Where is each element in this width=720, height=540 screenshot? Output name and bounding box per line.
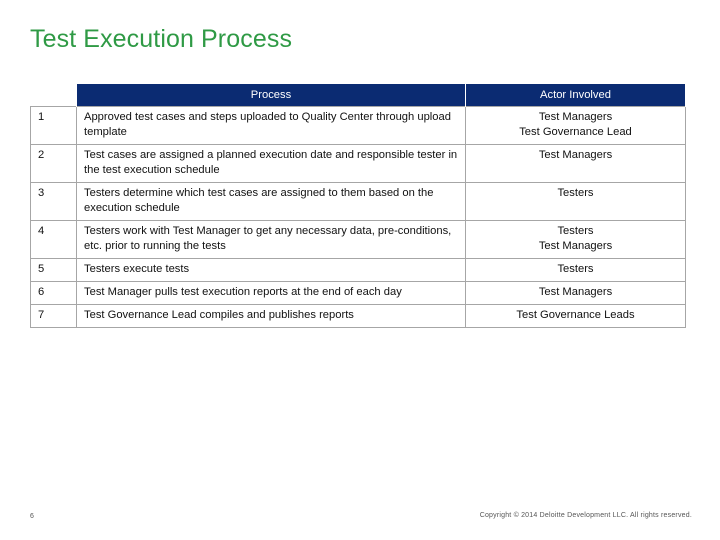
actor-involved-cell: [466, 259, 686, 282]
process-description: Test Manager pulls test execution reports at the end of each day: [77, 282, 466, 305]
step-number: 4: [31, 221, 77, 259]
table-row: [31, 107, 686, 145]
actor-name: Test Governance Lead: [519, 126, 632, 138]
actor-name: Testers: [557, 187, 594, 199]
header-blank-cell: [31, 84, 77, 107]
actor-name: Testers: [557, 225, 594, 237]
actor-involved-cell: [466, 221, 686, 259]
step-number: 3: [31, 183, 77, 221]
table-row: [31, 183, 686, 221]
actor-name: Test Governance Leads: [516, 309, 635, 321]
header-actor-involved: Actor Involved: [466, 84, 686, 107]
step-number: 7: [31, 305, 77, 328]
process-description: Testers execute tests: [77, 259, 466, 282]
process-description: Test cases are assigned a planned execution date and responsible tester in the test execution schedule: [77, 145, 466, 183]
actor-name: Testers: [557, 263, 594, 275]
step-number: 6: [31, 282, 77, 305]
actor-name: Test Managers: [538, 286, 613, 298]
step-number: 1: [31, 107, 77, 145]
process-table: [30, 84, 686, 328]
actor-name: Test Managers: [538, 240, 613, 252]
header-process: Process: [77, 84, 466, 107]
actor-name: Test Managers: [538, 111, 613, 123]
process-description: Approved test cases and steps uploaded to Quality Center through upload template: [77, 107, 466, 145]
actor-involved-cell: [466, 107, 686, 145]
table-row: [31, 145, 686, 183]
copyright-notice: Copyright © 2014 Deloitte Development LLC. All rights reserved.: [479, 512, 692, 519]
step-number: 5: [31, 259, 77, 282]
table-row: [31, 259, 686, 282]
actor-involved-cell: [466, 183, 686, 221]
table-row: [31, 305, 686, 328]
process-description: Testers determine which test cases are assigned to them based on the execution schedule: [77, 183, 466, 221]
table-row: [31, 282, 686, 305]
table-row: [31, 221, 686, 259]
process-description: Testers work with Test Manager to get any necessary data, pre-conditions, etc. prior to running the tests: [77, 221, 466, 259]
table-body: [31, 107, 686, 328]
page-number: 6: [30, 513, 34, 520]
actor-involved-cell: [466, 282, 686, 305]
slide-title: Test Execution Process: [30, 25, 293, 53]
actor-involved-cell: [466, 145, 686, 183]
actor-name: Test Managers: [538, 149, 613, 161]
table-header-row: [31, 84, 686, 107]
actor-involved-cell: [466, 305, 686, 328]
step-number: 2: [31, 145, 77, 183]
process-description: Test Governance Lead compiles and publishes reports: [77, 305, 466, 328]
